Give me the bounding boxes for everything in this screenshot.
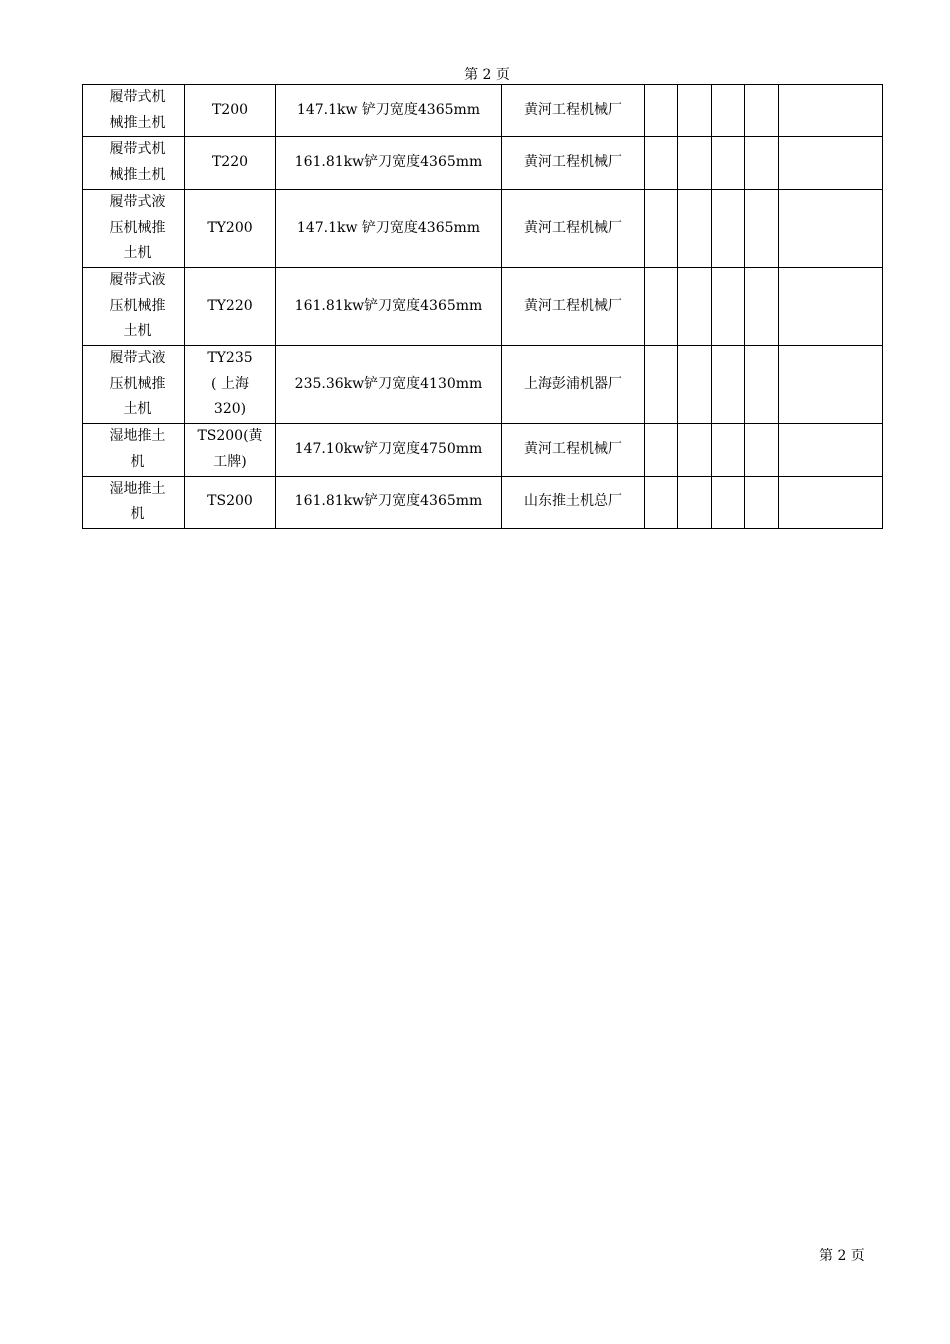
empty-cell: [745, 137, 779, 189]
equipment-category-line: 机: [130, 453, 145, 470]
model-line: T200: [211, 101, 249, 118]
equipment-category-cell: [83, 346, 185, 424]
empty-cell: [745, 267, 779, 345]
equipment-category-line: 履带式机: [109, 141, 166, 158]
empty-cell: [745, 476, 779, 528]
equipment-table: [82, 84, 883, 529]
empty-cell: [678, 137, 712, 189]
equipment-category-line: 土机: [123, 323, 152, 340]
model-line: TY220: [207, 297, 253, 314]
empty-cell: [712, 85, 745, 137]
model-line: TY200: [207, 219, 253, 236]
equipment-category-line: 械推土机: [109, 167, 166, 184]
empty-cell: [645, 267, 678, 345]
table-row: [83, 85, 883, 137]
equipment-category-cell: [83, 267, 185, 345]
equipment-category-line: 履带式液: [109, 271, 166, 288]
model-line: ( 上海: [211, 375, 249, 392]
empty-cell: [779, 346, 883, 424]
empty-cell: [678, 267, 712, 345]
manufacturer-cell: 山东推土机总厂: [502, 476, 645, 528]
equipment-category-cell: [83, 85, 185, 137]
model-cell: [185, 189, 276, 267]
equipment-category-line: 土机: [123, 245, 152, 262]
equipment-category-line: 压机械推: [109, 297, 166, 314]
empty-cell: [645, 424, 678, 476]
spec-cell: 147.1kw 铲刀宽度4365mm: [276, 85, 502, 137]
spec-cell: 161.81kw铲刀宽度4365mm: [276, 476, 502, 528]
equipment-category-line: 压机械推: [109, 219, 166, 236]
model-cell: [185, 137, 276, 189]
empty-cell: [745, 346, 779, 424]
table-row: [83, 476, 883, 528]
spec-cell: 161.81kw铲刀宽度4365mm: [276, 137, 502, 189]
empty-cell: [712, 189, 745, 267]
empty-cell: [712, 346, 745, 424]
empty-cell: [779, 476, 883, 528]
equipment-category-cell: [83, 424, 185, 476]
model-line: TS200(黄: [197, 428, 263, 445]
empty-cell: [712, 137, 745, 189]
model-cell: [185, 267, 276, 345]
manufacturer-cell: 黄河工程机械厂: [502, 85, 645, 137]
empty-cell: [645, 189, 678, 267]
model-line: 320): [213, 401, 247, 418]
equipment-category-cell: [83, 476, 185, 528]
manufacturer-cell: 黄河工程机械厂: [502, 137, 645, 189]
model-cell: [185, 476, 276, 528]
spec-cell: 147.10kw铲刀宽度4750mm: [276, 424, 502, 476]
empty-cell: [779, 424, 883, 476]
manufacturer-cell: 黄河工程机械厂: [502, 189, 645, 267]
model-cell: [185, 424, 276, 476]
manufacturer-cell: 上海彭浦机器厂: [502, 346, 645, 424]
empty-cell: [678, 476, 712, 528]
table-row: [83, 346, 883, 424]
manufacturer-cell: 黄河工程机械厂: [502, 424, 645, 476]
model-line: T220: [211, 154, 249, 171]
equipment-category-line: 履带式液: [109, 350, 166, 367]
equipment-category-line: 械推土机: [109, 114, 166, 131]
equipment-category-cell: [83, 189, 185, 267]
table-row: [83, 424, 883, 476]
spec-cell: 147.1kw 铲刀宽度4365mm: [276, 189, 502, 267]
empty-cell: [745, 424, 779, 476]
equipment-category-cell: [83, 137, 185, 189]
equipment-category-line: 湿地推土: [109, 480, 166, 497]
empty-cell: [779, 137, 883, 189]
model-line: TS200: [207, 493, 253, 510]
manufacturer-cell: 黄河工程机械厂: [502, 267, 645, 345]
page-header: 第 2 页: [464, 67, 510, 83]
spec-cell: 235.36kw铲刀宽度4130mm: [276, 346, 502, 424]
spec-cell: 161.81kw铲刀宽度4365mm: [276, 267, 502, 345]
empty-cell: [645, 137, 678, 189]
table-row: [83, 267, 883, 345]
equipment-category-line: 湿地推土: [109, 428, 166, 445]
empty-cell: [745, 189, 779, 267]
model-line: TY235: [207, 350, 253, 367]
equipment-category-line: 土机: [123, 401, 152, 418]
equipment-category-line: 机: [130, 506, 145, 523]
equipment-category-line: 履带式液: [109, 193, 166, 210]
table-row: [83, 137, 883, 189]
empty-cell: [712, 476, 745, 528]
empty-cell: [779, 189, 883, 267]
equipment-category-line: 压机械推: [109, 375, 166, 392]
empty-cell: [645, 476, 678, 528]
page-footer: 第 2 页: [819, 1248, 865, 1264]
model-cell: [185, 85, 276, 137]
model-line: 工牌): [213, 453, 247, 470]
empty-cell: [678, 346, 712, 424]
empty-cell: [745, 85, 779, 137]
equipment-table-body: [83, 85, 883, 529]
equipment-category-line: 履带式机: [109, 89, 166, 105]
model-cell: [185, 346, 276, 424]
empty-cell: [678, 424, 712, 476]
empty-cell: [678, 189, 712, 267]
empty-cell: [712, 267, 745, 345]
empty-cell: [678, 85, 712, 137]
empty-cell: [779, 267, 883, 345]
empty-cell: [645, 346, 678, 424]
table-row: [83, 189, 883, 267]
empty-cell: [712, 424, 745, 476]
empty-cell: [645, 85, 678, 137]
empty-cell: [779, 85, 883, 137]
